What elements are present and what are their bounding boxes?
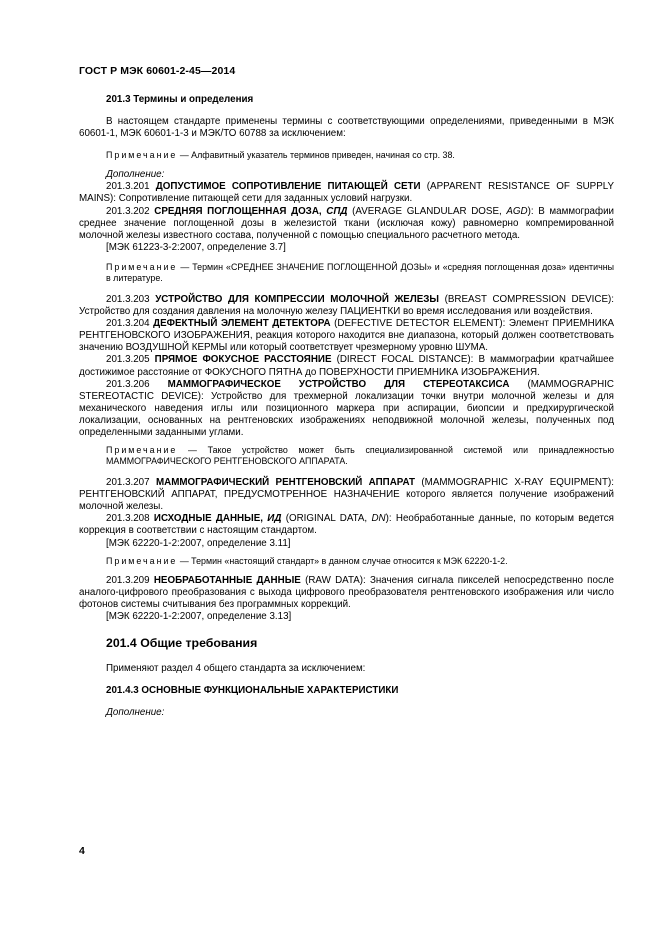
term-name: ПРЯМОЕ ФОКУСНОЕ РАССТОЯНИЕ — [154, 354, 332, 366]
term-number: 201.3.202 — [106, 205, 155, 217]
term-number: 201.3.203 — [106, 293, 156, 305]
addition-label-2: Дополнение: — [106, 707, 165, 719]
term-definition: (MAMMOGRAPHIC STEREOTACTIC DEVICE): Устройство для трехмерной локализации точки внутри молочной железы и для механического наведения иглы или позиционного маркера при аспирации, биопсии и предхирургической локализации, основанных на рентгеновских изображениях неподвижной молочной железы, полученных под определенными заданными углами. — [79, 378, 614, 438]
note-3 — [79, 445, 614, 467]
section-201-4-heading: 201.4 Общие требования — [106, 636, 258, 650]
note-2 — [79, 262, 614, 284]
term-208 — [79, 513, 614, 537]
term-definition: (APPARENT RESISTANCE OF SUPPLY MAINS): Сопротивление питающей сети для заданных условий нагрузки. — [79, 181, 614, 205]
term-name: ДОПУСТИМОЕ СОПРОТИВЛЕНИЕ ПИТАЮЩЕЙ СЕТИ — [155, 181, 421, 193]
term-name: НЕОБРАБОТАННЫЕ ДАННЫЕ — [153, 574, 301, 586]
term-206 — [79, 379, 614, 439]
term-name: ДЕФЕКТНЫЙ ЭЛЕМЕНТ ДЕТЕКТОРА — [153, 318, 331, 330]
document-body — [79, 94, 614, 719]
reference-202: [МЭК 61223-3-2:2007, определение 3.7] — [106, 241, 286, 253]
term-209 — [79, 575, 614, 611]
term-name: СРЕДНЯЯ ПОГЛОЩЕННАЯ ДОЗА, — [154, 205, 327, 217]
term-number: 201.3.205 — [106, 354, 155, 366]
term-201 — [79, 181, 614, 205]
term-definition: (RAW DATA): Значения сигнала пикселей непосредственно после аналого-цифрового преобразования с выхода цифрового преобразователя рентгеновского изображения или число фотонов системы считывания без программных коррекций. — [79, 574, 615, 610]
term-number: 201.3.207 — [106, 477, 156, 489]
term-202 — [79, 206, 614, 242]
note-label: Примечание — [106, 445, 178, 456]
note-text: — Такое устройство может быть специализированной системой или принадлежностью МАММОГРАФИЧЕСКОГО РЕНТГЕНОВСКОГО АППАРАТА. — [106, 445, 614, 467]
term-definition: (DIRECT FOCAL DISTANCE): В маммографии кратчайшее достижимое расстояние от ФОКУСНОГО ПЯТНА до ПОВЕРХНОСТИ ПРИЕМНИКА ИЗОБРАЖЕНИЯ. — [79, 354, 614, 378]
term-name: УСТРОЙСТВО ДЛЯ КОМПРЕССИИ МОЛОЧНОЙ ЖЕЛЕЗЫ — [155, 293, 439, 305]
note-1 — [79, 150, 614, 161]
term-definition: ): Необработанные данные, по которым ведется коррекция в соответствии с настоящим стандартом. — [79, 513, 614, 537]
term-abbreviation-en: DN — [371, 513, 386, 525]
subsection-201-4-3-heading: 201.4.3 ОСНОВНЫЕ ФУНКЦИОНАЛЬНЫЕ ХАРАКТЕРИСТИКИ — [106, 685, 399, 697]
document-header: ГОСТ Р МЭК 60601-2-45—2014 — [79, 65, 236, 77]
note-text: — Термин «настоящий стандарт» в данном случае относится к МЭК 62220-1-2. — [177, 555, 508, 566]
section-201-3-intro: В настоящем стандарте применены термины с соответствующими определениями, приведенными в МЭК 60601-1, МЭК 60601-1-3 и МЭК/ТО 60788 за исключением: — [79, 116, 614, 140]
note-label: Примечание — [106, 555, 178, 566]
section-201-3-heading: 201.3 Термины и определения — [106, 94, 254, 105]
term-definition-part: (AVERAGE GLANDULAR DOSE, — [347, 205, 507, 217]
term-name: ИСХОДНЫЕ ДАННЫЕ, — [153, 513, 268, 525]
note-text: — Термин «СРЕДНЕЕ ЗНАЧЕНИЕ ПОГЛОЩЕННОЙ ДОЗЫ» и «средняя поглощенная доза» идентичны в литературе. — [106, 261, 614, 283]
reference-209: [МЭК 62220-1-2:2007, определение 3.13] — [106, 610, 292, 622]
term-204 — [79, 318, 614, 354]
term-207 — [79, 477, 614, 513]
term-number: 201.3.209 — [106, 574, 154, 586]
term-abbreviation: СПД — [326, 205, 348, 217]
note-label: Примечание — [106, 261, 178, 272]
note-text: — Алфавитный указатель терминов приведен, начиная со стр. 38. — [177, 150, 455, 161]
term-name: МАММОГРАФИЧЕСКИЙ РЕНТГЕНОВСКИЙ АППАРАТ — [155, 477, 416, 489]
page-number: 4 — [79, 845, 85, 857]
note-label: Примечание — [106, 150, 178, 161]
addition-label: Дополнение: — [106, 169, 165, 181]
term-definition: (DEFECTIVE DETECTOR ELEMENT): Элемент ПРИЕМНИКА РЕНТГЕНОВСКОГО ИЗОБРАЖЕНИЯ, реакция которого находится вне диапазона, который должен соответствовать значению ВОЗДУШНОЙ КЕРМЫ или который соответствует чрезмерному уровню ШУМА. — [79, 318, 614, 354]
term-number: 201.3.201 — [106, 181, 156, 193]
term-number: 201.3.204 — [106, 318, 154, 330]
term-number: 201.3.206 — [106, 378, 168, 390]
term-number: 201.3.208 — [106, 513, 154, 525]
term-abbreviation-en: AGD — [506, 205, 528, 217]
term-definition: (MAMMOGRAPHIC X-RAY EQUIPMENT): РЕНТГЕНОВСКИЙ АППАРАТ, ПРЕДУСМОТРЕННОЕ НАЗНАЧЕНИЕ которого является получение изображений молочной железы. — [79, 477, 614, 513]
term-definition: ): В маммографии среднее значение поглощенной дозы в железистой ткани (исключая кожу) равномерно компремированной молочной железы известного состава, полученной с помощью специального расчетного метода. — [79, 205, 615, 241]
term-definition-part: (ORIGINAL DATA, — [281, 513, 372, 525]
note-4 — [79, 556, 614, 567]
term-abbreviation: ИД — [267, 513, 282, 525]
term-203 — [79, 294, 614, 318]
term-205 — [79, 354, 614, 378]
reference-208: [МЭК 62220-1-2:2007, определение 3.11] — [106, 537, 291, 549]
term-name: МАММОГРАФИЧЕСКОЕ УСТРОЙСТВО ДЛЯ СТЕРЕОТАКСИСА — [167, 378, 510, 390]
section-201-4-intro: Применяют раздел 4 общего стандарта за исключением: — [106, 663, 366, 675]
term-definition: (BREAST COMPRESSION DEVICE): Устройство для создания давления на молочную железу ПАЦИЕНТКИ во время исследования или воздействия. — [79, 293, 614, 318]
